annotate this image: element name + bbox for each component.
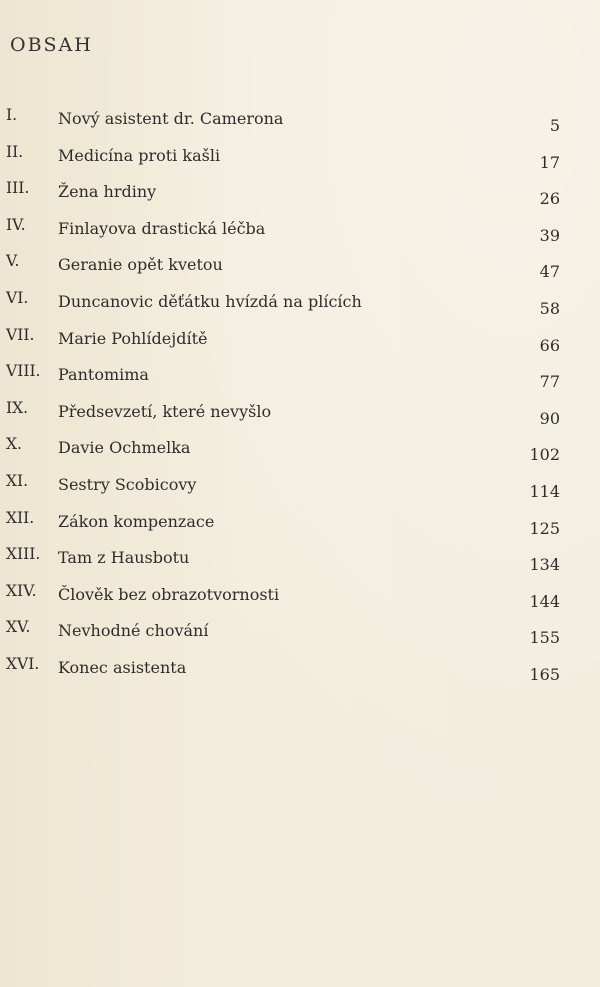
page-number: 39 [539,225,560,245]
toc-entry [0,137,600,174]
chapter-title: Geranie opět kvetou [58,255,223,275]
chapter-number: VIII. [6,362,41,381]
toc-entry [0,320,600,357]
page-number: 90 [539,408,560,428]
chapter-number: XVI. [6,654,40,673]
chapter-number: III. [6,179,30,198]
page-number: 165 [529,664,560,684]
toc-entry [0,246,600,283]
chapter-title: Pantomima [58,365,149,385]
chapter-number: II. [6,142,24,161]
chapter-title: Nový asistent dr. Camerona [58,109,284,128]
page-number: 17 [539,152,560,172]
toc-entry [0,576,600,613]
chapter-title: Tam z Hausbotu [58,548,190,568]
chapter-title: Marie Pohlídejdítě [58,328,208,348]
page-number: 5 [549,116,560,135]
chapter-number: V. [6,252,20,271]
table-of-contents [0,100,600,686]
page-number: 125 [529,518,560,538]
chapter-number: X. [6,435,22,454]
chapter-title: Duncanovic děťátku hvízdá na plících [58,291,362,311]
chapter-number: XIII. [6,545,41,564]
chapter-number: VI. [6,288,29,307]
chapter-title: Davie Ochmelka [58,438,191,458]
toc-entry [0,356,600,393]
chapter-number: VII. [6,325,35,344]
chapter-number: XII. [6,508,35,527]
toc-entry [0,649,600,686]
toc-entry [0,466,600,503]
page-number: 102 [529,445,560,465]
chapter-title: Nevhodné chování [58,621,209,641]
chapter-title: Zákon kompenzace [58,511,215,531]
page-number: 114 [529,481,560,501]
page-number: 77 [539,372,560,392]
toc-entry [0,393,600,430]
page-title: OBSAH [10,34,93,56]
toc-entry [0,612,600,649]
chapter-number: XI. [6,471,29,490]
chapter-number: IX. [6,398,29,417]
chapter-number: I. [6,106,18,124]
chapter-number: XV. [6,618,31,637]
chapter-title: Člověk bez obrazotvornosti [58,584,280,604]
page-number: 134 [529,555,560,575]
chapter-title: Žena hrdiny [58,182,157,202]
toc-entry [0,210,600,247]
toc-entry [0,100,600,137]
toc-entry [0,503,600,540]
chapter-title: Sestry Scobicovy [58,474,197,494]
chapter-title: Konec asistenta [58,657,187,677]
page-number: 58 [539,298,560,318]
page-number: 66 [539,335,560,355]
toc-entry [0,173,600,210]
page-number: 26 [539,189,560,209]
toc-entry [0,539,600,576]
chapter-title: Medicína proti kašli [58,145,221,165]
chapter-number: XIV. [6,581,37,600]
chapter-title: Finlayova drastická léčba [58,218,266,238]
toc-entry [0,283,600,320]
page-number: 47 [539,262,560,282]
page-number: 155 [529,628,560,648]
chapter-title: Předsevzetí, které nevyšlo [58,401,272,421]
page-number: 144 [529,591,560,611]
toc-entry [0,429,600,466]
chapter-number: IV. [6,215,26,234]
